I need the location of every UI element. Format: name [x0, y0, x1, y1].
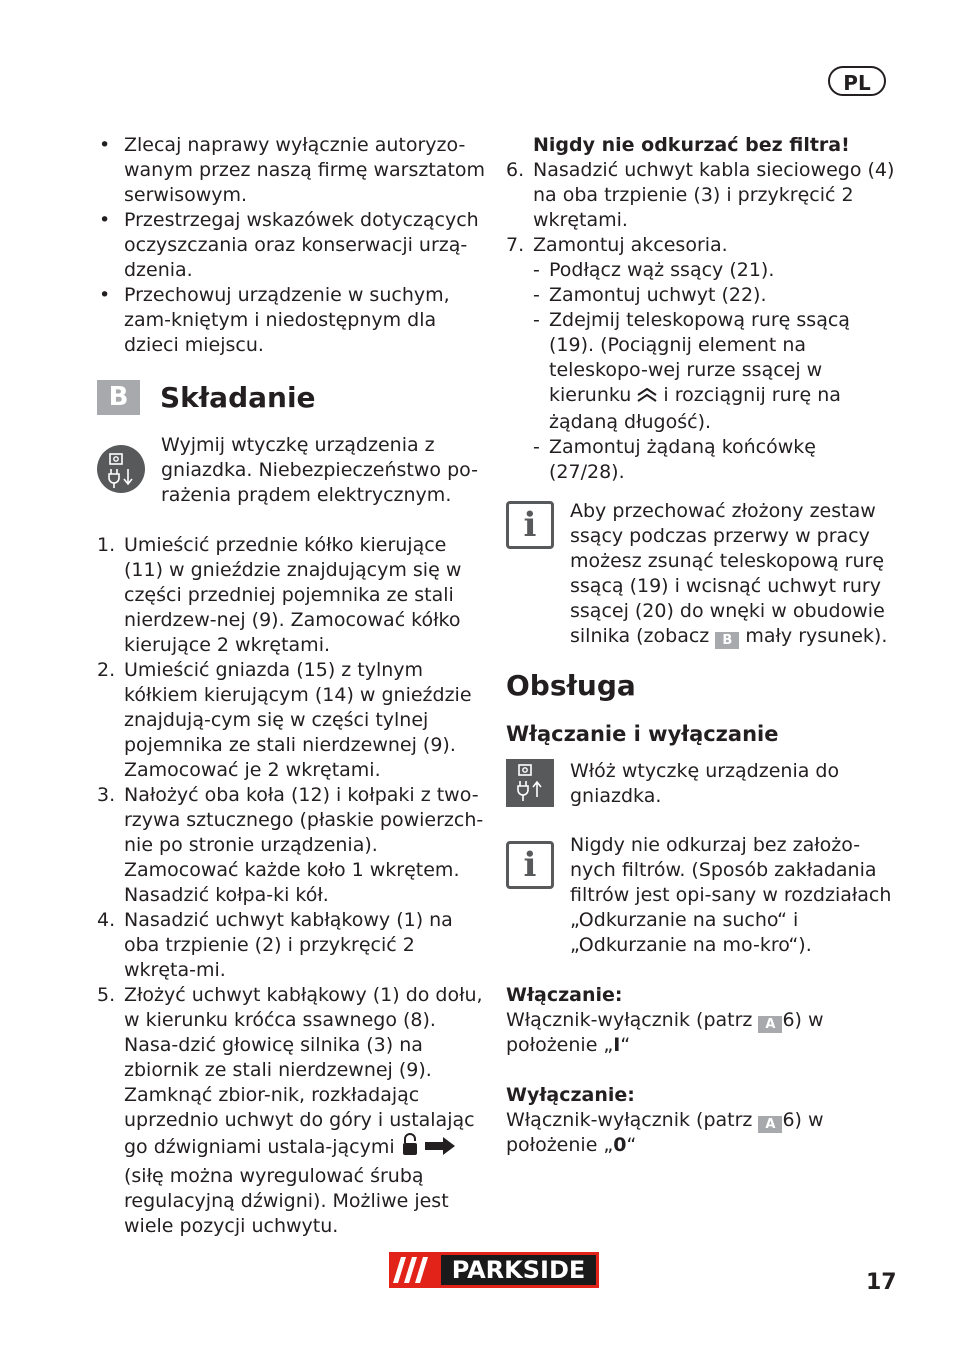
storage-info: [506, 499, 896, 649]
unplug-warning: [97, 433, 487, 508]
assembly-steps: [97, 533, 487, 1239]
bullet-item: • Przechowuj urządzenie w suchym, zam-kniętym i niedostępnym dla dzieci miejscu.: [97, 283, 487, 358]
step-item: [97, 658, 487, 783]
logo-text: PARKSIDE: [441, 1255, 596, 1285]
switch-on-text: Włącznik-wyłącznik (patrz A 6) w położenie „I“: [506, 1009, 824, 1056]
step-item: [506, 158, 896, 233]
info-icon: i: [506, 501, 554, 549]
step-item: [97, 908, 487, 983]
step-number: 1.: [97, 534, 116, 556]
filter-info: [506, 833, 896, 958]
page-number: 17: [866, 1270, 897, 1295]
step-number: 4.: [97, 909, 116, 931]
plug-in-icon: [506, 759, 554, 807]
step-text: Umieścić przednie kółko kierujące (11) w gnieździe znajdującym się w części przedniej pojemnika ze stali nierdzew-nej (9). Zamocować kółko kierujące 2 wkrętami.: [124, 534, 462, 656]
step-text: Zamontuj akcesoria.: [533, 234, 728, 256]
sub-item: - Zdejmij teleskopową rurę ssącą (19). (Pociągnij element na teleskopo-wej rurze ssącej w kierunku i rozciągnij rurę na żądaną długość).: [533, 308, 896, 435]
unplug-note-text: Wyjmij wtyczkę urządzenia z gniazdka. Niebezpieczeństwo po-rażenia prądem elektrycznym.: [161, 434, 478, 506]
switch-on-label: Włączanie:: [506, 984, 623, 1006]
sub-item: - Podłącz wąż ssący (21).: [533, 258, 896, 283]
switch-off-text: Włącznik-wyłącznik (patrz A 6) w położenie „0“: [506, 1109, 824, 1156]
step-text: Umieścić gniazda (15) z tylnym kółkiem kierującym (14) w gnieździe znajdują-cym się w części tylnej pojemnika ze stali nierdzewnej (9). Zamocować je 2 wkrętami.: [124, 659, 472, 781]
step-text: Złożyć uchwyt kabłąkowy (1) do dołu, w kierunku króćca ssawnego (8). Nasa-dzić głowicę silnika (3) na zbiornik ze stali nierdzewnej (9). Zamknąć zbior-nik, rozkładając uprzednio uchwyt do góry i ustalając go dźwigniami ustala-jącymi: [124, 984, 483, 1158]
plug-in-text: Włóż wtyczkę urządzenia do gniazdka.: [570, 760, 840, 807]
arrow-right-icon: [425, 1137, 455, 1162]
step-text: Nasadzić uchwyt kabłąkowy (1) na oba trzpienie (2) i przykręcić 2 wkręta-mi.: [124, 909, 453, 981]
step-number: 3.: [97, 784, 116, 806]
section-title: Składanie: [160, 381, 316, 414]
step-text: Nasadzić uchwyt kabla sieciowego (4) na oba trzpienie (3) i przykręcić 2 wkrętami.: [533, 159, 895, 231]
switch-off-label: Wyłączanie:: [506, 1084, 635, 1106]
section-letter-box: B: [97, 380, 140, 415]
step-item: [97, 783, 487, 908]
storage-info-text: Aby przechować złożony zestaw ssący podczas przerwy w pracy możesz zsunąć teleskopową rurę ssącą (19) i wcisnąć uchwyt rury ssącej (20) do wnęki w obudowie silnika (zobacz B mały rysunek).: [570, 500, 888, 648]
info-icon: i: [506, 841, 554, 889]
figure-ref-box: A: [758, 1016, 782, 1033]
figure-ref-box: B: [715, 632, 739, 649]
language-badge: PL: [828, 66, 886, 96]
filter-info-text: Nigdy nie odkurzaj bez założo-nych filtrów. (Sposób zakładania filtrów jest opi-sany w rozdziałach „Odkurzanie na sucho“ i „Odkurzanie na mo-kro“).: [570, 834, 892, 956]
step-number: 7.: [506, 234, 525, 256]
right-column: [506, 133, 896, 1158]
double-chevron-up-icon: [637, 385, 657, 410]
plug-in-note: [506, 759, 896, 809]
accessory-sublist: [533, 258, 896, 485]
step-text: Nałożyć oba koła (12) i kołpaki z two-rzywa sztucznego (płaskie powierzch-nie po stronie urządzenia). Zamocować każde koło 1 wkrętem. Nasadzić kołpa-ki kół.: [124, 784, 484, 906]
step-item: [97, 983, 487, 1239]
section-heading-assembly: [97, 380, 487, 415]
sub-item: - Zamontuj żądaną końcówkę (27/28).: [533, 435, 896, 485]
step-item: [506, 233, 896, 485]
bullet-item: • Przestrzegaj wskazówek dotyczących oczyszczania oraz konserwacji urzą-dzenia.: [97, 208, 487, 283]
parkside-logo: [389, 1252, 599, 1288]
left-column: [97, 133, 487, 1239]
lock-icon: [401, 1133, 419, 1164]
unplug-icon: [97, 445, 145, 493]
step-number: 6.: [506, 159, 525, 181]
step-number: 2.: [97, 659, 116, 681]
step-item: [97, 533, 487, 658]
assembly-steps-continued: [506, 158, 896, 485]
safety-bullet-list: [97, 133, 487, 358]
bullet-item: • Zlecaj naprawy wyłącznie autoryzo-wanym przez naszą firmę warsztatom serwisowym.: [97, 133, 487, 208]
filter-warning: Nigdy nie odkurzać bez filtra!: [533, 134, 850, 156]
step-text: (siłę można wyregulować śrubą regulacyjną dźwigni). Możliwe jest wiele pozycji uchwytu.: [124, 1165, 449, 1237]
section-title-operation: Obsługa: [506, 669, 636, 702]
sub-item: - Zamontuj uchwyt (22).: [533, 283, 896, 308]
figure-ref-box: A: [758, 1116, 782, 1133]
subheading-on-off: Włączanie i wyłączanie: [506, 722, 779, 746]
logo-stripes-icon: [389, 1252, 441, 1288]
step-number: 5.: [97, 984, 116, 1006]
